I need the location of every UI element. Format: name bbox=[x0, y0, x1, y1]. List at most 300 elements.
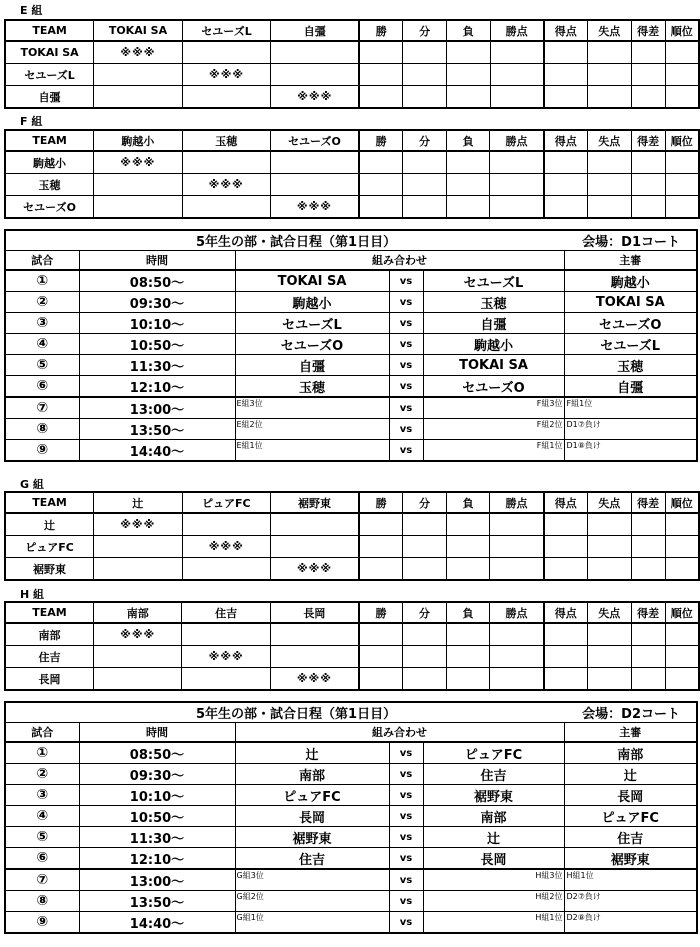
vs-label: vs bbox=[389, 376, 423, 398]
result-cell bbox=[359, 196, 403, 219]
standings-header-cell: 勝 bbox=[359, 602, 403, 623]
standings-row bbox=[5, 151, 699, 174]
result-cell bbox=[182, 86, 271, 109]
result-cell bbox=[490, 668, 544, 691]
match-row bbox=[5, 827, 697, 848]
result-cell bbox=[271, 513, 359, 536]
team-name-cell: ピュアFC bbox=[5, 536, 94, 558]
result-cell bbox=[665, 646, 699, 668]
standings-header-cell: 長岡 bbox=[270, 602, 358, 623]
standings-row bbox=[5, 646, 699, 668]
result-cell bbox=[446, 41, 490, 64]
match-time: 12:10〜 bbox=[79, 848, 235, 870]
away-team: F組3位 bbox=[423, 397, 564, 419]
self-match-mark: ※※※ bbox=[93, 623, 181, 646]
result-cell bbox=[359, 174, 403, 196]
match-time: 13:50〜 bbox=[79, 419, 235, 440]
result-cell bbox=[359, 558, 403, 581]
match-row bbox=[5, 764, 697, 785]
standings-header-cell: ピュアFC bbox=[182, 492, 271, 513]
standings-header-row bbox=[5, 602, 699, 623]
standings-header-cell: 得点 bbox=[544, 20, 588, 41]
team-name-cell: 玉穂 bbox=[5, 174, 94, 196]
group-h-standings-table bbox=[4, 601, 700, 691]
result-cell bbox=[94, 536, 182, 558]
result-cell bbox=[665, 623, 699, 646]
result-cell bbox=[403, 513, 447, 536]
result-cell bbox=[403, 86, 447, 109]
away-team: H組1位 bbox=[423, 912, 564, 934]
referee: 辻 bbox=[564, 764, 697, 785]
result-cell bbox=[631, 174, 665, 196]
result-cell bbox=[665, 513, 699, 536]
standings-header-cell: 勝 bbox=[359, 20, 403, 41]
standings-header-cell: 得差 bbox=[631, 20, 665, 41]
match-number: ① bbox=[5, 742, 79, 764]
header-match: 組み合わせ bbox=[235, 251, 564, 271]
header-time: 時間 bbox=[79, 251, 235, 271]
standings-header-cell: 失点 bbox=[587, 602, 631, 623]
match-time: 08:50〜 bbox=[79, 270, 235, 292]
standings-header-cell: 玉穂 bbox=[182, 130, 270, 151]
standings-header-cell: 分 bbox=[403, 20, 447, 41]
standings-header-cell: 勝点 bbox=[490, 130, 544, 151]
match-number: ③ bbox=[5, 313, 79, 334]
vs-label: vs bbox=[389, 806, 423, 827]
standings-header-cell: 分 bbox=[403, 492, 447, 513]
schedule-title-row bbox=[5, 702, 697, 723]
standings-header-cell: 得点 bbox=[544, 492, 588, 513]
standings-header-cell: TEAM bbox=[5, 492, 94, 513]
standings-header-row bbox=[5, 20, 699, 41]
result-cell bbox=[490, 174, 544, 196]
match-number: ⑥ bbox=[5, 848, 79, 870]
match-number: ② bbox=[5, 292, 79, 313]
referee: 玉穂 bbox=[564, 355, 697, 376]
standings-header-row bbox=[5, 492, 699, 513]
standings-row bbox=[5, 668, 699, 691]
result-cell bbox=[587, 196, 631, 219]
standings-header-cell: 勝 bbox=[359, 130, 403, 151]
self-match-mark: ※※※ bbox=[271, 86, 359, 109]
home-team: 住吉 bbox=[235, 848, 389, 870]
away-team: ピュアFC bbox=[423, 742, 564, 764]
result-cell bbox=[94, 558, 182, 581]
away-team: セユーズL bbox=[423, 270, 564, 292]
away-team: 辻 bbox=[423, 827, 564, 848]
referee: D2⑦負け bbox=[564, 891, 697, 912]
vs-label: vs bbox=[389, 869, 423, 891]
away-team: TOKAI SA bbox=[423, 355, 564, 376]
result-cell bbox=[94, 174, 182, 196]
self-match-mark: ※※※ bbox=[271, 558, 359, 581]
result-cell bbox=[446, 513, 490, 536]
away-team: 南部 bbox=[423, 806, 564, 827]
home-team: G組1位 bbox=[235, 912, 389, 934]
home-team: 裾野東 bbox=[235, 827, 389, 848]
result-cell bbox=[359, 41, 403, 64]
result-cell bbox=[665, 174, 699, 196]
away-team: F組1位 bbox=[423, 440, 564, 462]
result-cell bbox=[631, 86, 665, 109]
match-time: 08:50〜 bbox=[79, 742, 235, 764]
referee: D2⑧負け bbox=[564, 912, 697, 934]
away-team: F組2位 bbox=[423, 419, 564, 440]
header-game: 試合 bbox=[5, 251, 79, 271]
vs-label: vs bbox=[389, 355, 423, 376]
result-cell bbox=[544, 558, 588, 581]
match-number: ⑦ bbox=[5, 869, 79, 891]
referee: 長岡 bbox=[564, 785, 697, 806]
result-cell bbox=[446, 668, 490, 691]
result-cell bbox=[631, 64, 665, 86]
result-cell bbox=[631, 536, 665, 558]
match-row bbox=[5, 313, 697, 334]
result-cell bbox=[665, 558, 699, 581]
result-cell bbox=[182, 668, 270, 691]
group-e-label: E 組 bbox=[20, 4, 43, 17]
referee: セユーズL bbox=[564, 334, 697, 355]
result-cell bbox=[490, 646, 544, 668]
result-cell bbox=[403, 646, 447, 668]
vs-label: vs bbox=[389, 764, 423, 785]
match-time: 10:10〜 bbox=[79, 313, 235, 334]
referee: 駒越小 bbox=[564, 270, 697, 292]
result-cell bbox=[665, 151, 699, 174]
match-time: 13:00〜 bbox=[79, 869, 235, 891]
result-cell bbox=[665, 668, 699, 691]
venue-label: 会場：D1コート bbox=[582, 235, 680, 250]
result-cell bbox=[403, 174, 447, 196]
match-row bbox=[5, 355, 697, 376]
match-row bbox=[5, 334, 697, 355]
home-team: E組3位 bbox=[235, 397, 389, 419]
self-match-mark: ※※※ bbox=[182, 174, 270, 196]
match-number: ⑧ bbox=[5, 419, 79, 440]
result-cell bbox=[403, 623, 447, 646]
standings-header-cell: セユーズO bbox=[270, 130, 359, 151]
team-name-cell: 裾野東 bbox=[5, 558, 94, 581]
standings-row bbox=[5, 196, 699, 219]
match-time: 12:10〜 bbox=[79, 376, 235, 398]
home-team: G組2位 bbox=[235, 891, 389, 912]
standings-header-cell: 失点 bbox=[587, 492, 631, 513]
match-row bbox=[5, 376, 697, 398]
result-cell bbox=[271, 41, 359, 64]
referee: ピュアFC bbox=[564, 806, 697, 827]
match-time: 09:30〜 bbox=[79, 764, 235, 785]
schedule-title-row bbox=[5, 230, 697, 251]
self-match-mark: ※※※ bbox=[94, 151, 182, 174]
result-cell bbox=[631, 513, 665, 536]
result-cell bbox=[270, 151, 359, 174]
match-number: ⑦ bbox=[5, 397, 79, 419]
result-cell bbox=[665, 64, 699, 86]
standings-header-cell: TOKAI SA bbox=[94, 20, 183, 41]
match-row bbox=[5, 891, 697, 912]
referee: 住吉 bbox=[564, 827, 697, 848]
result-cell bbox=[490, 41, 544, 64]
result-cell bbox=[446, 64, 490, 86]
vs-label: vs bbox=[389, 742, 423, 764]
match-row bbox=[5, 785, 697, 806]
standings-header-cell: 順位 bbox=[665, 20, 699, 41]
team-name-cell: 自彊 bbox=[5, 86, 94, 109]
result-cell bbox=[94, 86, 183, 109]
group-f-standings-table bbox=[4, 129, 700, 219]
match-time: 10:50〜 bbox=[79, 334, 235, 355]
result-cell bbox=[665, 41, 699, 64]
result-cell bbox=[403, 668, 447, 691]
result-cell bbox=[490, 196, 544, 219]
result-cell bbox=[665, 86, 699, 109]
header-game: 試合 bbox=[5, 723, 79, 743]
standings-header-cell: 得差 bbox=[631, 492, 665, 513]
referee: TOKAI SA bbox=[564, 292, 697, 313]
result-cell bbox=[587, 41, 631, 64]
schedule-header-row bbox=[5, 251, 697, 271]
standings-header-cell: 勝点 bbox=[490, 492, 544, 513]
result-cell bbox=[403, 41, 447, 64]
match-number: ⑤ bbox=[5, 827, 79, 848]
referee: 自彊 bbox=[564, 376, 697, 398]
result-cell bbox=[490, 86, 544, 109]
result-cell bbox=[587, 623, 631, 646]
result-cell bbox=[446, 196, 490, 219]
match-number: ⑨ bbox=[5, 912, 79, 934]
home-team: TOKAI SA bbox=[235, 270, 389, 292]
referee: D1⑦負け bbox=[564, 419, 697, 440]
away-team: 裾野東 bbox=[423, 785, 564, 806]
standings-header-cell: TEAM bbox=[5, 20, 94, 41]
result-cell bbox=[631, 196, 665, 219]
result-cell bbox=[544, 668, 588, 691]
result-cell bbox=[94, 196, 182, 219]
result-cell bbox=[270, 646, 358, 668]
self-match-mark: ※※※ bbox=[270, 668, 358, 691]
self-match-mark: ※※※ bbox=[270, 196, 359, 219]
group-h-label: H 組 bbox=[20, 588, 45, 601]
vs-label: vs bbox=[389, 397, 423, 419]
standings-header-cell: 辻 bbox=[94, 492, 182, 513]
match-row bbox=[5, 912, 697, 934]
standings-header-cell: 住吉 bbox=[182, 602, 270, 623]
result-cell bbox=[490, 623, 544, 646]
match-time: 10:50〜 bbox=[79, 806, 235, 827]
schedule-table-d2 bbox=[4, 701, 698, 934]
schedule-header-row bbox=[5, 723, 697, 743]
result-cell bbox=[182, 41, 271, 64]
result-cell bbox=[587, 536, 631, 558]
team-name-cell: セユーズL bbox=[5, 64, 94, 86]
home-team: セユーズO bbox=[235, 334, 389, 355]
result-cell bbox=[446, 623, 490, 646]
home-team: セユーズL bbox=[235, 313, 389, 334]
self-match-mark: ※※※ bbox=[94, 41, 183, 64]
standings-header-cell: 分 bbox=[403, 130, 447, 151]
standings-row bbox=[5, 558, 699, 581]
result-cell bbox=[544, 646, 588, 668]
match-row bbox=[5, 419, 697, 440]
self-match-mark: ※※※ bbox=[182, 536, 271, 558]
result-cell bbox=[587, 668, 631, 691]
match-number: ④ bbox=[5, 334, 79, 355]
result-cell bbox=[446, 174, 490, 196]
venue-label: 会場：D2コート bbox=[582, 707, 680, 722]
standings-header-cell: 負 bbox=[446, 492, 490, 513]
vs-label: vs bbox=[389, 292, 423, 313]
header-referee: 主審 bbox=[564, 251, 697, 271]
match-time: 14:40〜 bbox=[79, 440, 235, 462]
result-cell bbox=[587, 646, 631, 668]
result-cell bbox=[631, 41, 665, 64]
team-name-cell: 駒越小 bbox=[5, 151, 94, 174]
referee: D1⑧負け bbox=[564, 440, 697, 462]
result-cell bbox=[631, 558, 665, 581]
schedule-title: 5年生の部・試合日程（第1日目） bbox=[196, 707, 397, 722]
group-g-label: G 組 bbox=[20, 478, 44, 491]
team-name-cell: 長岡 bbox=[5, 668, 93, 691]
self-match-mark: ※※※ bbox=[182, 64, 271, 86]
home-team: 玉穂 bbox=[235, 376, 389, 398]
result-cell bbox=[359, 668, 403, 691]
vs-label: vs bbox=[389, 313, 423, 334]
result-cell bbox=[587, 86, 631, 109]
result-cell bbox=[270, 174, 359, 196]
match-row bbox=[5, 806, 697, 827]
result-cell bbox=[446, 536, 490, 558]
referee: F組1位 bbox=[564, 397, 697, 419]
result-cell bbox=[665, 536, 699, 558]
result-cell bbox=[587, 64, 631, 86]
standings-header-cell: 駒越小 bbox=[94, 130, 182, 151]
result-cell bbox=[544, 196, 588, 219]
match-row bbox=[5, 440, 697, 462]
result-cell bbox=[93, 668, 181, 691]
result-cell bbox=[544, 623, 588, 646]
vs-label: vs bbox=[389, 848, 423, 870]
standings-header-cell: TEAM bbox=[5, 130, 94, 151]
standings-row bbox=[5, 64, 699, 86]
standings-header-cell: 分 bbox=[403, 602, 447, 623]
away-team: H組3位 bbox=[423, 869, 564, 891]
standings-header-cell: 自彊 bbox=[271, 20, 359, 41]
result-cell bbox=[631, 151, 665, 174]
match-row bbox=[5, 869, 697, 891]
match-time: 13:00〜 bbox=[79, 397, 235, 419]
match-time: 14:40〜 bbox=[79, 912, 235, 934]
standings-header-cell: 負 bbox=[446, 130, 490, 151]
header-time: 時間 bbox=[79, 723, 235, 743]
match-time: 09:30〜 bbox=[79, 292, 235, 313]
standings-header-cell: 負 bbox=[446, 602, 490, 623]
result-cell bbox=[446, 151, 490, 174]
away-team: 駒越小 bbox=[423, 334, 564, 355]
result-cell bbox=[182, 196, 270, 219]
header-referee: 主審 bbox=[564, 723, 697, 743]
match-number: ⑤ bbox=[5, 355, 79, 376]
standings-header-cell: 失点 bbox=[587, 130, 631, 151]
team-name-cell: 辻 bbox=[5, 513, 94, 536]
result-cell bbox=[94, 64, 183, 86]
match-row bbox=[5, 292, 697, 313]
home-team: E組1位 bbox=[235, 440, 389, 462]
standings-row bbox=[5, 623, 699, 646]
result-cell bbox=[271, 536, 359, 558]
result-cell bbox=[403, 64, 447, 86]
result-cell bbox=[587, 558, 631, 581]
match-number: ③ bbox=[5, 785, 79, 806]
result-cell bbox=[490, 513, 544, 536]
result-cell bbox=[93, 646, 181, 668]
group-f-label: F 組 bbox=[20, 115, 43, 128]
result-cell bbox=[631, 668, 665, 691]
standings-header-cell: 得点 bbox=[544, 130, 588, 151]
vs-label: vs bbox=[389, 270, 423, 292]
standings-header-cell: 南部 bbox=[93, 602, 181, 623]
standings-header-cell: 勝 bbox=[359, 492, 403, 513]
result-cell bbox=[490, 536, 544, 558]
result-cell bbox=[403, 536, 447, 558]
self-match-mark: ※※※ bbox=[182, 646, 270, 668]
team-name-cell: 南部 bbox=[5, 623, 93, 646]
result-cell bbox=[182, 623, 270, 646]
standings-row bbox=[5, 536, 699, 558]
result-cell bbox=[359, 151, 403, 174]
team-name-cell: セユーズO bbox=[5, 196, 94, 219]
standings-row bbox=[5, 41, 699, 64]
away-team: 住吉 bbox=[423, 764, 564, 785]
result-cell bbox=[490, 558, 544, 581]
standings-header-cell: TEAM bbox=[5, 602, 93, 623]
result-cell bbox=[544, 41, 588, 64]
result-cell bbox=[446, 86, 490, 109]
result-cell bbox=[446, 646, 490, 668]
result-cell bbox=[359, 64, 403, 86]
vs-label: vs bbox=[389, 440, 423, 462]
match-time: 10:10〜 bbox=[79, 785, 235, 806]
match-number: ⑨ bbox=[5, 440, 79, 462]
result-cell bbox=[631, 646, 665, 668]
result-cell bbox=[403, 151, 447, 174]
home-team: 南部 bbox=[235, 764, 389, 785]
result-cell bbox=[665, 196, 699, 219]
result-cell bbox=[359, 623, 403, 646]
result-cell bbox=[359, 536, 403, 558]
standings-header-cell: 失点 bbox=[587, 20, 631, 41]
match-row bbox=[5, 397, 697, 419]
result-cell bbox=[403, 196, 447, 219]
vs-label: vs bbox=[389, 419, 423, 440]
standings-header-cell: 得差 bbox=[631, 130, 665, 151]
vs-label: vs bbox=[389, 785, 423, 806]
match-number: ① bbox=[5, 270, 79, 292]
standings-row bbox=[5, 513, 699, 536]
match-number: ⑥ bbox=[5, 376, 79, 398]
referee: 南部 bbox=[564, 742, 697, 764]
vs-label: vs bbox=[389, 827, 423, 848]
standings-header-cell: 得差 bbox=[631, 602, 665, 623]
result-cell bbox=[631, 623, 665, 646]
header-match: 組み合わせ bbox=[235, 723, 564, 743]
referee: 裾野東 bbox=[564, 848, 697, 870]
match-number: ④ bbox=[5, 806, 79, 827]
standings-row bbox=[5, 174, 699, 196]
result-cell bbox=[544, 86, 588, 109]
referee: H組1位 bbox=[564, 869, 697, 891]
team-name-cell: 住吉 bbox=[5, 646, 93, 668]
standings-header-cell: 勝点 bbox=[490, 602, 544, 623]
